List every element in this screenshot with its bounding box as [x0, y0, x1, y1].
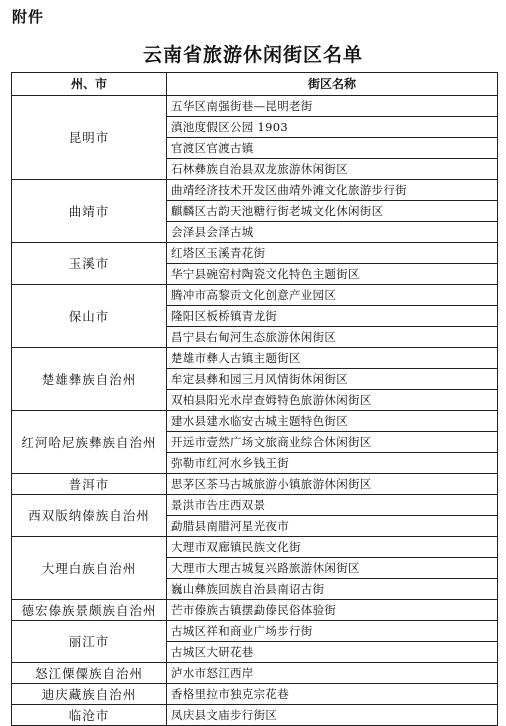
- district-cell: 开远市壹然广场文旅商业综合休闲街区: [167, 432, 498, 453]
- city-cell: 昆明市: [12, 96, 167, 180]
- table-row: [12, 621, 498, 642]
- city-cell: 玉溪市: [12, 243, 167, 285]
- document-title: 云南省旅游休闲街区名单: [142, 44, 363, 66]
- table-row: [12, 411, 498, 432]
- column-header-district: 街区名称: [167, 73, 498, 96]
- district-cell: 腾冲市高黎贡文化创意产业园区: [167, 285, 498, 306]
- table-row: [12, 285, 498, 306]
- district-cell: 巍山彝族回族自治县南诏古街: [167, 579, 498, 600]
- district-cell: 勐腊县南腊河星光夜市: [167, 516, 498, 537]
- table-row: [12, 348, 498, 369]
- table-row: [12, 495, 498, 516]
- district-cell: 麒麟区古韵天池糖行街老城文化休闲街区: [167, 201, 498, 222]
- district-cell: 官渡区官渡古镇: [167, 138, 498, 159]
- city-cell: 丽江市: [12, 621, 167, 663]
- table-row: [12, 180, 498, 201]
- table-row: [12, 705, 498, 726]
- district-cell: 牟定县彝和园三月风情街休闲街区: [167, 369, 498, 390]
- city-cell: 曲靖市: [12, 180, 167, 243]
- district-cell: 隆阳区板桥镇青龙街: [167, 306, 498, 327]
- table-row: [12, 243, 498, 264]
- city-cell: 临沧市: [12, 705, 167, 726]
- district-cell: 滇池度假区公园 1903: [167, 117, 498, 138]
- city-cell: 德宏傣族景颇族自治州: [12, 600, 167, 621]
- district-cell: 曲靖经济技术开发区曲靖外滩文化旅游步行街: [167, 180, 498, 201]
- district-cell: 古城区祥和商业广场步行街: [167, 621, 498, 642]
- street-district-table: [11, 72, 498, 726]
- district-cell: 五华区南强街巷—昆明老街: [167, 96, 498, 117]
- district-cell: 昌宁县右甸河生态旅游休闲街区: [167, 327, 498, 348]
- district-cell: 弥勒市红河水乡钱王街: [167, 453, 498, 474]
- district-cell: 泸水市怒江西岸: [167, 663, 498, 684]
- city-cell: 怒江傈僳族自治州: [12, 663, 167, 684]
- district-cell: 芒市傣族古镇摆勐傣民俗体验街: [167, 600, 498, 621]
- district-cell: 华宁县碗窑村陶瓷文化特色主题街区: [167, 264, 498, 285]
- district-cell: 大理市双廊镇民族文化街: [167, 537, 498, 558]
- district-cell: 建水县建水临安古城主题特色街区: [167, 411, 498, 432]
- column-header-city: 州、市: [12, 73, 167, 96]
- table-row: [12, 684, 498, 705]
- district-cell: 红塔区玉溪青花街: [167, 243, 498, 264]
- table-row: [12, 600, 498, 621]
- city-cell: 楚雄彝族自治州: [12, 348, 167, 411]
- table-header-row: [12, 73, 498, 96]
- city-cell: 西双版纳傣族自治州: [12, 495, 167, 537]
- city-cell: 红河哈尼族彝族自治州: [12, 411, 167, 474]
- city-cell: 保山市: [12, 285, 167, 348]
- district-cell: 思茅区茶马古城旅游小镇旅游休闲街区: [167, 474, 498, 495]
- city-cell: 迪庆藏族自治州: [12, 684, 167, 705]
- district-cell: 凤庆县文庙步行街区: [167, 705, 498, 726]
- district-cell: 会泽县会泽古城: [167, 222, 498, 243]
- table-body: [12, 96, 498, 726]
- district-cell: 双柏县阳光水岸查姆特色旅游休闲街区: [167, 390, 498, 411]
- district-cell: 香格里拉市独克宗花巷: [167, 684, 498, 705]
- district-cell: 古城区大研花巷: [167, 642, 498, 663]
- table-row: [12, 96, 498, 117]
- city-cell: 大理白族自治州: [12, 537, 167, 600]
- table-row: [12, 474, 498, 495]
- district-cell: 楚雄市彝人古镇主题街区: [167, 348, 498, 369]
- district-cell: 景洪市告庄西双景: [167, 495, 498, 516]
- table-row: [12, 537, 498, 558]
- attachment-label: 附件: [12, 8, 45, 26]
- table-row: [12, 663, 498, 684]
- district-cell: 石林彝族自治县双龙旅游休闲街区: [167, 159, 498, 180]
- district-cell: 大理市大理古城复兴路旅游休闲街区: [167, 558, 498, 579]
- city-cell: 普洱市: [12, 474, 167, 495]
